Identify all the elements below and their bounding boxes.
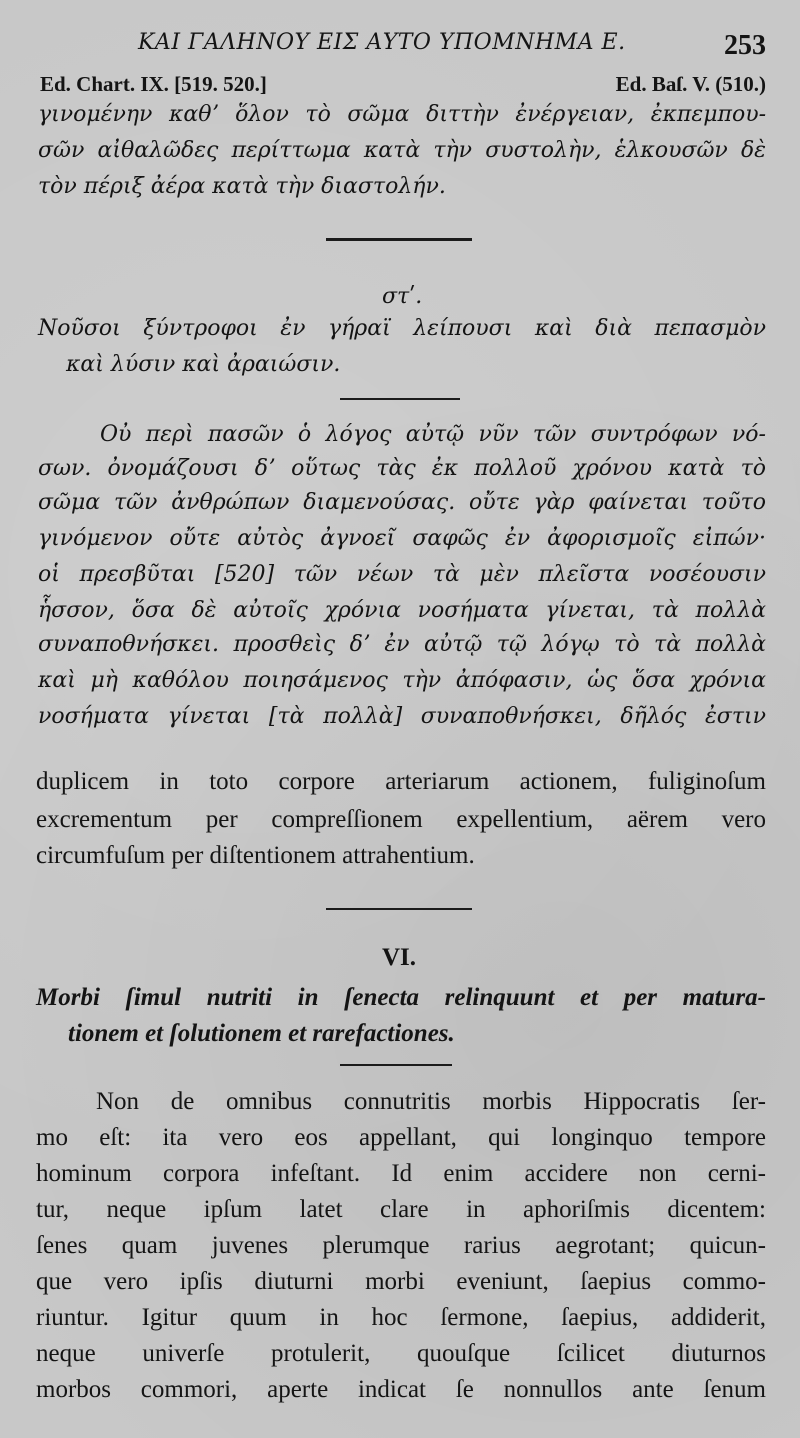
- greek-text-line: τὸν πέριξ ἀέρα κατὰ τὴν διαστολήν.: [38, 174, 446, 199]
- greek-text-line: σῶν αἰθαλῶδες περίττωμα κατὰ τὴν συστολὴν, ἑλκουσῶν δὲ: [38, 138, 766, 163]
- greek-commentary-line: οἱ πρεσβῦται [520] τῶν νέων τὰ μὲν πλεῖστα νοσέουσιν: [38, 562, 766, 587]
- latin-commentary-line: ſenes quam juvenes plerumque rarius aegrotant; quicun-: [36, 1232, 766, 1259]
- latin-commentary-line: morbos commori, aperte indicat ſe nonnullos ante ſenum: [36, 1376, 766, 1403]
- section-divider: [340, 398, 460, 400]
- greek-commentary-line: συναποθνήσκει. προσθεὶς δʼ ἐν αὐτῷ τῷ λόγῳ τὸ τὰ πολλὰ: [38, 632, 766, 657]
- section-divider: [326, 908, 472, 910]
- greek-aphorism-line: Νοῦσοι ξύντροφοι ἐν γήραϊ λείπουσι καὶ διὰ πεπασμὸν: [38, 316, 766, 341]
- latin-section-number: VI.: [382, 944, 417, 971]
- greek-commentary-line: σων. ὀνομάζουσι δʼ οὕτως τὰς ἐκ πολλοῦ χρόνου κατὰ τὸ: [38, 456, 766, 481]
- latin-commentary-line: que vero ipſis diuturni morbi eveniunt, ſaepius commo-: [36, 1268, 766, 1295]
- latin-commentary-line: Non de omnibus connutritis morbis Hippocratis ſer-: [96, 1088, 766, 1115]
- latin-text-line: duplicem in toto corpore arteriarum actionem, fuliginoſum: [36, 768, 766, 795]
- greek-commentary-line: γινόμενον οὔτε αὐτὸς ἀγνοεῖ σαφῶς ἐν ἀφορισμοῖς εἰπών·: [38, 526, 766, 551]
- latin-commentary-line: mo eſt: ita vero eos appellant, qui longinquo tempore: [36, 1124, 766, 1151]
- section-divider: [340, 1064, 452, 1066]
- section-divider: [326, 238, 472, 241]
- latin-text-line: excrementum per compreſſionem expellentium, aërem vero: [36, 806, 766, 833]
- edition-basel-ref: Ed. Baſ. V. (510.): [615, 72, 766, 96]
- greek-aphorism-line: καὶ λύσιν καὶ ἀραιώσιν.: [66, 352, 341, 377]
- latin-commentary-line: riuntur. Igitur quum in hoc ſermone, ſaepius, addiderit,: [36, 1304, 766, 1331]
- latin-commentary-line: tur, neque ipſum latet clare in aphoriſmis dicentem:: [36, 1196, 766, 1223]
- edition-chartier-ref: Ed. Chart. IX. [519. 520.]: [40, 72, 267, 96]
- latin-commentary-line: neque univerſe protulerit, quouſque ſcilicet diuturnos: [36, 1340, 766, 1367]
- running-head-title: ΚΑΙ ΓΑΛΗΝΟΥ ΕΙΣ ΑΥΤΟ ΥΠΟΜΝΗΜΑ Ε.: [138, 30, 626, 55]
- greek-text-line: γινομένην καθʼ ὅλον τὸ σῶμα διττὴν ἐνέργειαν, ἐκπεμπου-: [38, 102, 766, 127]
- greek-commentary-line: καὶ μὴ καθόλου ποιησάμενος τὴν ἀπόφασιν, ὡς ὅσα χρόνια: [38, 668, 766, 693]
- greek-commentary-line: Οὐ περὶ πασῶν ὁ λόγος αὐτῷ νῦν τῶν συντρόφων νό-: [100, 422, 766, 447]
- latin-aphorism-line: tionem et ſolutionem et rarefactiones.: [68, 1020, 455, 1047]
- greek-commentary-line: ἧσσον, ὅσα δὲ αὐτοῖς χρόνια νοσήματα γίνεται, τὰ πολλὰ: [38, 598, 766, 623]
- latin-aphorism-line: Morbi ſimul nutriti in ſenecta relinquunt et per matura-: [36, 984, 766, 1011]
- page-number: 253: [724, 30, 766, 61]
- greek-commentary-line: νοσήματα γίνεται [τὰ πολλὰ] συναποθνήσκει, δῆλός ἐστιν: [38, 704, 766, 729]
- latin-commentary-line: hominum corpora infeſtant. Id enim accidere non cerni-: [36, 1160, 766, 1187]
- greek-section-number: στʹ.: [382, 284, 423, 309]
- greek-commentary-line: σῶμα τῶν ἀνθρώπων διαμενούσας. οὔτε γὰρ φαίνεται τοῦτο: [38, 490, 766, 515]
- latin-text-line: circumfuſum per diſtentionem attrahentium.: [36, 842, 475, 869]
